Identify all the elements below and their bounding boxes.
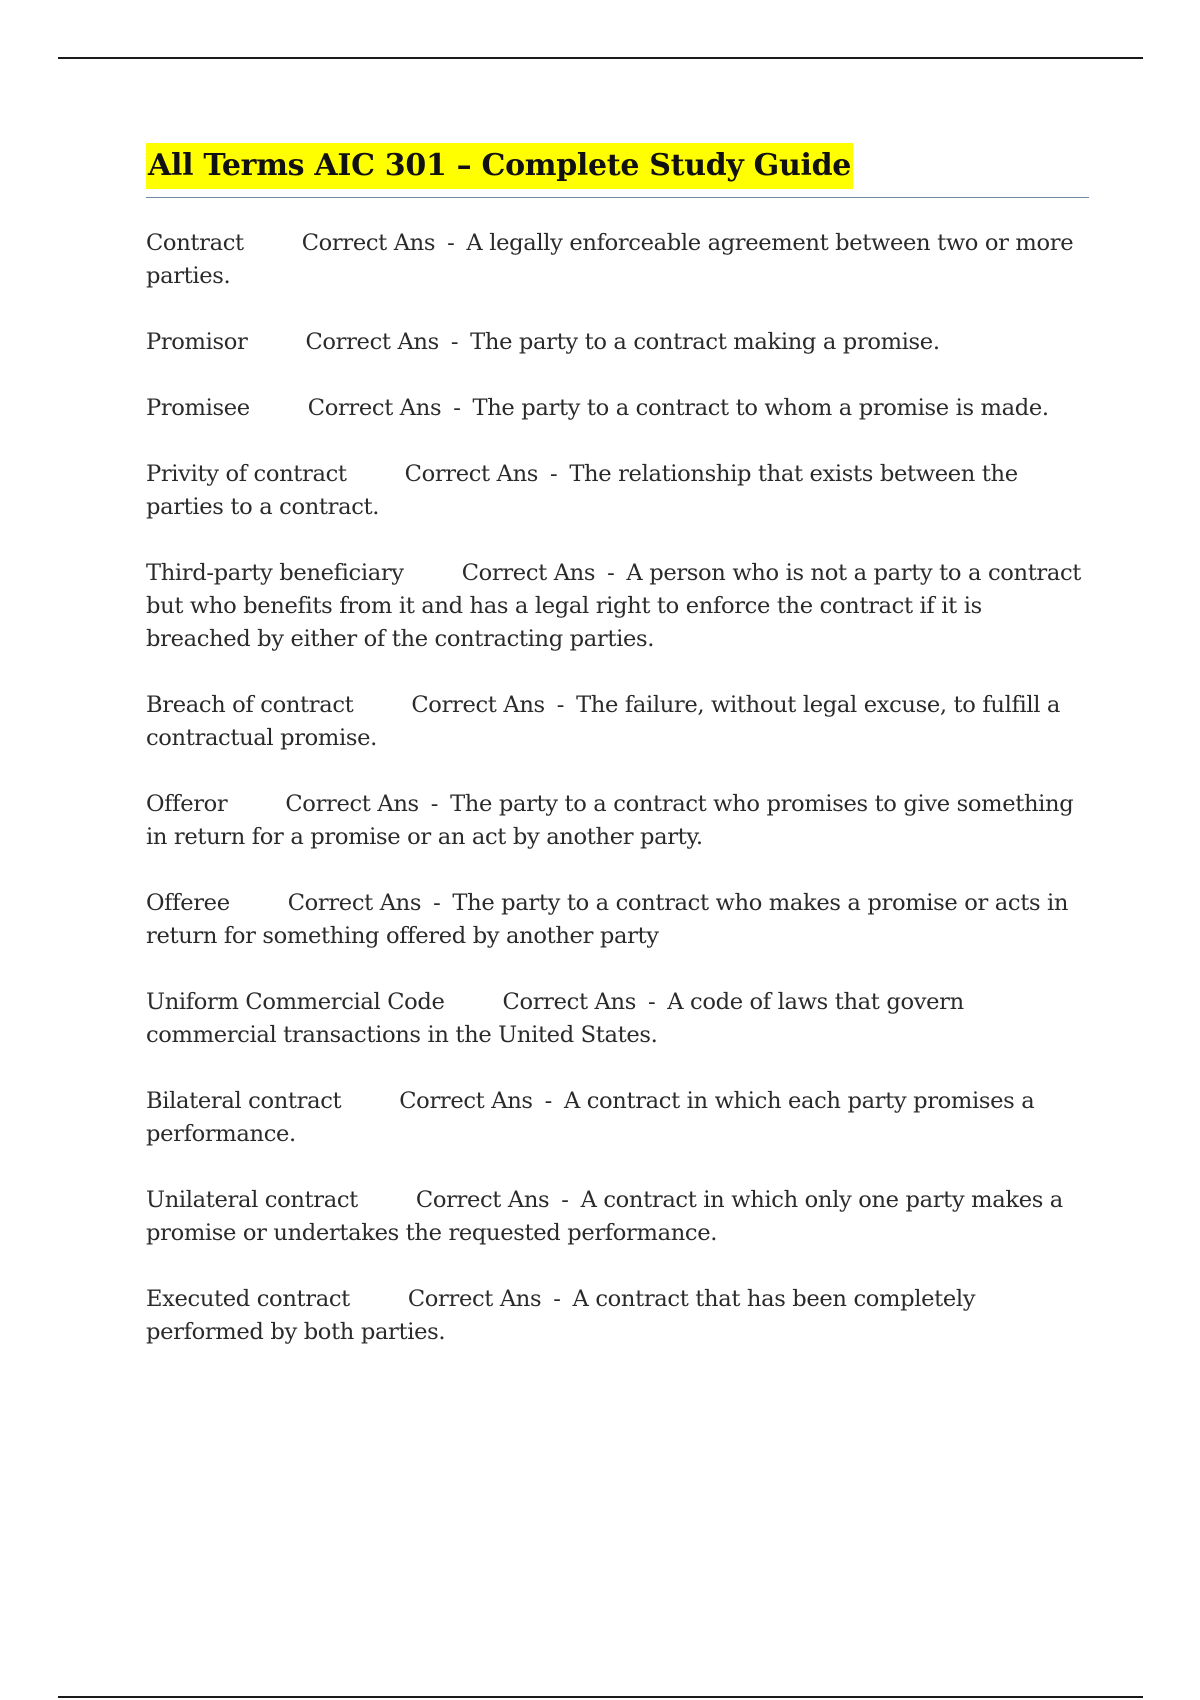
term-entry (146, 458, 1089, 524)
term-name: Executed contract (146, 1286, 350, 1312)
term-entry (146, 1085, 1089, 1151)
term-entry (146, 887, 1089, 953)
answer-separator: - (544, 1088, 552, 1114)
term-name: Promisor (146, 329, 248, 355)
answer-separator: - (453, 395, 461, 421)
term-definition: A code of laws that govern commercial transactions in the United States. (146, 989, 964, 1048)
term-definition: The party to a contract making a promise. (470, 329, 940, 355)
term-definition: The party to a contract who makes a promise or acts in return for something offered by another party (146, 890, 1069, 949)
answer-label: Correct Ans (461, 560, 596, 586)
term-name: Offeror (146, 791, 228, 817)
answer-label: Correct Ans (399, 1088, 533, 1114)
answer-label: Correct Ans (301, 230, 436, 256)
term-name: Privity of contract (146, 461, 347, 487)
answer-separator: - (647, 989, 656, 1015)
answer-separator: - (430, 791, 439, 817)
header-rule (58, 57, 1143, 59)
footer-rule (58, 1696, 1143, 1698)
term-entry (146, 227, 1089, 293)
term-entry (146, 392, 1089, 425)
term-definition: A person who is not a party to a contract but who benefits from it and has a legal right to enforce the contract if it is breached by either of the contracting parties. (146, 560, 1082, 652)
terms-list (146, 227, 1089, 1349)
term-definition: A contract that has been completely performed by both parties. (146, 1286, 976, 1345)
answer-label: Correct Ans (502, 989, 636, 1015)
term-name: Offeree (146, 890, 230, 916)
answer-separator: - (607, 560, 615, 586)
term-entry (146, 557, 1089, 656)
term-name: Unilateral contract (146, 1187, 358, 1213)
term-entry (146, 689, 1089, 755)
answer-label: Correct Ans (407, 1286, 542, 1312)
term-entry (146, 326, 1089, 359)
term-definition: The party to a contract to whom a promise is made. (472, 395, 1049, 421)
answer-separator: - (433, 890, 441, 916)
term-definition: A legally enforceable agreement between two or more parties. (146, 230, 1074, 289)
answer-separator: - (556, 692, 565, 718)
term-definition: A contract in which only one party makes a promise or undertakes the requested performance. (146, 1187, 1063, 1246)
document-title: All Terms AIC 301 – Complete Study Guide (146, 143, 853, 189)
term-entry (146, 788, 1089, 854)
answer-label: Correct Ans (415, 1187, 550, 1213)
term-definition: The relationship that exists between the parties to a contract. (146, 461, 1018, 520)
term-definition: The failure, without legal excuse, to fulfill a contractual promise. (146, 692, 1061, 751)
answer-separator: - (450, 329, 459, 355)
term-name: Breach of contract (146, 692, 354, 718)
answer-label: Correct Ans (285, 791, 419, 817)
term-name: Third-party beneficiary (146, 560, 404, 586)
term-name: Contract (146, 230, 244, 256)
answer-separator: - (553, 1286, 561, 1312)
term-name: Bilateral contract (146, 1088, 342, 1114)
answer-label: Correct Ans (307, 395, 442, 421)
answer-separator: - (550, 461, 558, 487)
document-body (146, 143, 1089, 1382)
answer-label: Correct Ans (411, 692, 545, 718)
term-definition: The party to a contract who promises to give something in return for a promise or an act by another party. (146, 791, 1074, 850)
term-name: Uniform Commercial Code (146, 989, 445, 1015)
term-definition: A contract in which each party promises a performance. (146, 1088, 1035, 1147)
term-entry (146, 1184, 1089, 1250)
answer-separator: - (447, 230, 455, 256)
answer-label: Correct Ans (287, 890, 422, 916)
term-entry (146, 986, 1089, 1052)
answer-label: Correct Ans (305, 329, 439, 355)
term-name: Promisee (146, 395, 250, 421)
answer-separator: - (561, 1187, 569, 1213)
answer-label: Correct Ans (404, 461, 539, 487)
term-entry (146, 1283, 1089, 1349)
title-block (146, 143, 1089, 198)
